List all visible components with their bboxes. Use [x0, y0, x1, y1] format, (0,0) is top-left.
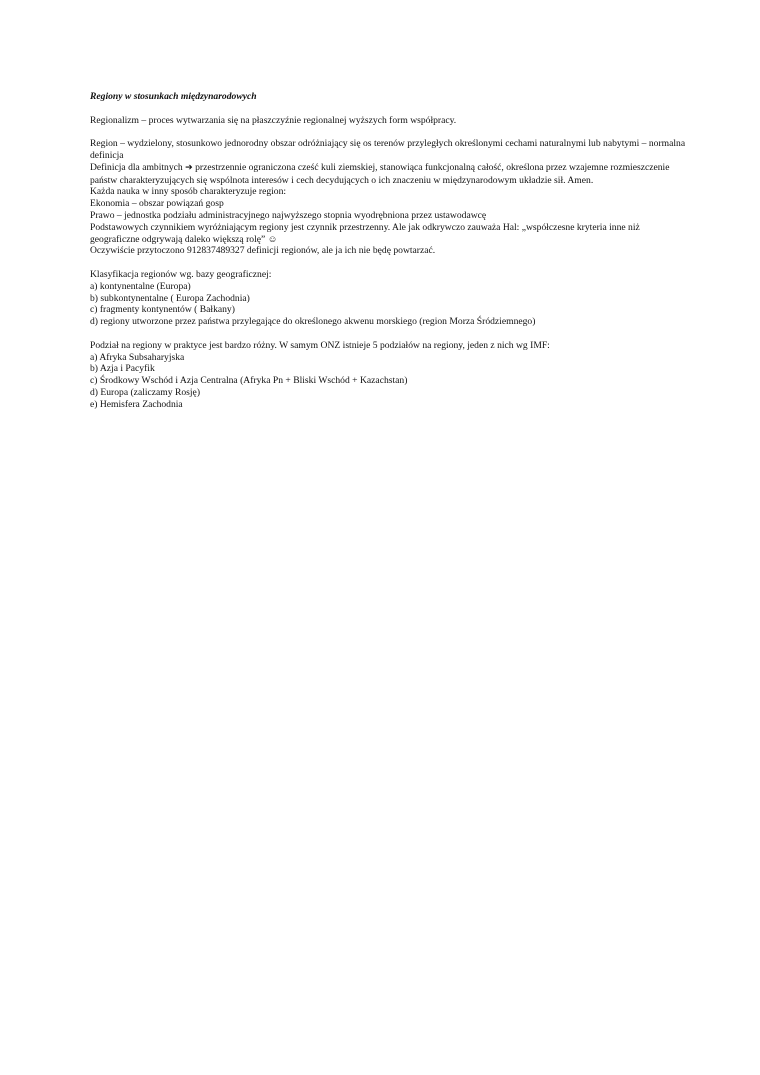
region-definition: Region – wydzielony, stosunkowo jednorodny obszar odróżniający się os terenów przyległych określonymi cechami naturalnymi lub nabytymi – normalna definicja — [90, 138, 686, 161]
economy-line: Ekonomia – obszar powiązań gosp — [90, 198, 224, 210]
document-title: Regiony w stosunkach międzynarodowych — [90, 91, 257, 102]
law-line: Prawo – jednostka podziału administracyjnego najwyższego stopnia wyodrębniona przez ustawodawcę — [90, 209, 487, 221]
factor-line: Podstawowych czynnikiem wyróżniającym regiony jest czynnik przestrzenny. Ale jak odkrywczo zauważa Hal: „współczesne kryteria inne niż geograficzne odgrywają daleko większą rolę” ☺ — [90, 221, 640, 245]
arrow-right-icon: ➔ — [185, 162, 193, 173]
science-line: Każda nauka w inny sposób charakteryzuje region: — [90, 186, 287, 198]
intro-paragraph: Regionalizm – proces wytwarzania się na płaszczyźnie regionalnej wyższych form współpracy. — [90, 114, 457, 126]
list-item: b) subkontynentalne ( Europa Zachodnia) — [90, 292, 250, 304]
list-item: d) regiony utworzone przez państwa przylegające do określonego akwenu morskiego (region Morza Śródziemnego) — [90, 316, 536, 328]
list-item: c) fragmenty kontynentów ( Bałkany) — [90, 304, 235, 316]
list-item: b) Azja i Pacyfik — [90, 363, 155, 375]
list-item: d) Europa (zaliczamy Rosję) — [90, 386, 201, 398]
classification-section — [90, 269, 690, 328]
imf-heading: Podział na regiony w praktyce jest bardzo różny. W samym ONZ istnieje 5 podziałów na regiony, jeden z nich wg IMF: — [90, 339, 550, 351]
definitions-line: Oczywiście przytoczono 912837489327 definicji regionów, ale ja ich nie będę powtarzać. — [90, 245, 436, 257]
list-item: a) kontynentalne (Europa) — [90, 280, 191, 292]
list-item: a) Afryka Subsaharyjska — [90, 351, 185, 363]
ambitious-text: przestrzennie ograniczona cześć kuli ziemskiej, stanowiąca funkcjonalną całość, określona przez wzajemne rozmieszczenie państw charakteryzujących się wspólnota interesów i cech decydujących o ich znaczeniu w międzynarodowym układzie sił. Amen. — [90, 161, 670, 186]
classification-heading: Klasyfikacja regionów wg. bazy geograficznej: — [90, 268, 272, 280]
list-item: c) Środkowy Wschód i Azja Centralna (Afryka Pn + Bliski Wschód + Kazachstan) — [90, 375, 408, 387]
list-item: e) Hemisfera Zachodnia — [90, 398, 183, 410]
region-section — [90, 138, 690, 257]
document-content — [90, 91, 690, 422]
ambitious-prefix: Definicja dla ambitnych — [90, 161, 183, 173]
ambitious-definition — [90, 162, 690, 187]
imf-section — [90, 340, 690, 411]
